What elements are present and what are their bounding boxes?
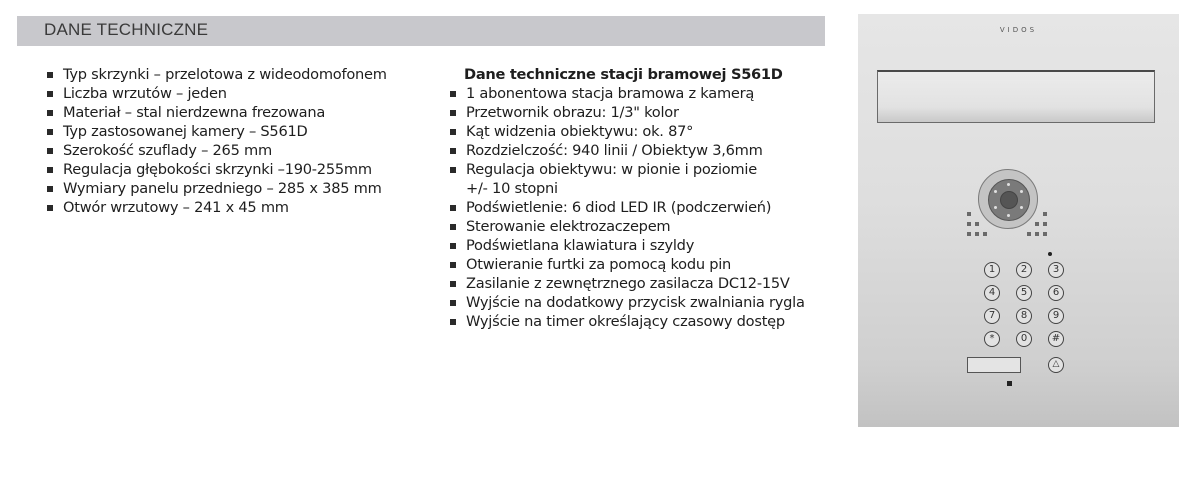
key-7: 7: [984, 308, 1000, 324]
list-item: Podświetlenie: 6 diod LED IR (podczerwień): [449, 198, 805, 217]
list-item: Typ zastosowanej kamery – S561D: [46, 122, 387, 141]
speaker-hole: [983, 232, 987, 236]
list-item: Szerokość szuflady – 265 mm: [46, 141, 387, 160]
ir-led: [994, 206, 997, 209]
microphone-icon: [1048, 252, 1052, 256]
key-9: 9: [1048, 308, 1064, 324]
list-item-continuation: +/- 10 stopni: [466, 180, 558, 197]
list-item: Kąt widzenia obiektywu: ok. 87°: [449, 122, 805, 141]
key-1: 1: [984, 262, 1000, 278]
key-hash: #: [1048, 331, 1064, 347]
speaker-hole: [1043, 232, 1047, 236]
key-4: 4: [984, 285, 1000, 301]
speaker-hole: [1043, 212, 1047, 216]
key-2: 2: [1016, 262, 1032, 278]
list-item: Materiał – stal nierdzewna frezowana: [46, 103, 387, 122]
ir-led: [1020, 206, 1023, 209]
section-title: DANE TECHNICZNE: [44, 20, 209, 39]
list-item: Typ skrzynki – przelotowa z wideodomofonem: [46, 65, 387, 84]
speaker-hole: [1027, 232, 1031, 236]
key-5: 5: [1016, 285, 1032, 301]
ir-led: [994, 190, 997, 193]
list-item: Regulacja obiektywu: w pionie i poziomie: [449, 160, 805, 179]
list-item: Regulacja głębokości skrzynki –190-255mm: [46, 160, 387, 179]
camera-lens: [988, 179, 1030, 221]
list-item: Otwieranie furtki za pomocą kodu pin: [449, 255, 805, 274]
list-item: Przetwornik obrazu: 1/3" kolor: [449, 103, 805, 122]
brand-logo: VIDOS: [999, 26, 1038, 34]
key-0: 0: [1016, 331, 1032, 347]
list-item: Otwór wrzutowy – 241 x 45 mm: [46, 198, 387, 217]
list-item: Rozdzielczość: 940 linii / Obiektyw 3,6mm: [449, 141, 805, 160]
key-3: 3: [1048, 262, 1064, 278]
speaker-hole: [1043, 222, 1047, 226]
ir-led: [1007, 183, 1010, 186]
section-header: [17, 16, 825, 46]
list-item: Podświetlana klawiatura i szyldy: [449, 236, 805, 255]
speaker-hole: [1035, 222, 1039, 226]
name-plate: [967, 357, 1021, 373]
list-item: Wyjście na timer określający czasowy dostęp: [449, 312, 805, 331]
list-item: Zasilanie z zewnętrznego zasilacza DC12-15V: [449, 274, 805, 293]
bell-icon: △: [1048, 357, 1064, 373]
speaker-hole: [975, 222, 979, 226]
right-spec-list: [449, 84, 805, 331]
key-star: *: [984, 331, 1000, 347]
speaker-hole: [967, 232, 971, 236]
sensor-dot: [1007, 381, 1012, 386]
ir-led: [1020, 190, 1023, 193]
camera-lens-center: [1000, 191, 1018, 209]
product-image-mailbox-panel: [858, 14, 1179, 427]
speaker-hole: [967, 222, 971, 226]
speaker-hole: [975, 232, 979, 236]
gate-station-title: Dane techniczne stacji bramowej S561D: [464, 66, 783, 83]
left-spec-list: [46, 65, 387, 217]
speaker-hole: [1035, 232, 1039, 236]
list-item: 1 abonentowa stacja bramowa z kamerą: [449, 84, 805, 103]
list-item: Liczba wrzutów – jeden: [46, 84, 387, 103]
mail-slot: [877, 70, 1155, 123]
ir-led: [1007, 214, 1010, 217]
speaker-hole: [967, 212, 971, 216]
key-6: 6: [1048, 285, 1064, 301]
list-item: Wymiary panelu przedniego – 285 x 385 mm: [46, 179, 387, 198]
key-8: 8: [1016, 308, 1032, 324]
camera-icon: [978, 169, 1038, 229]
list-item: Sterowanie elektrozaczepem: [449, 217, 805, 236]
list-item: Wyjście na dodatkowy przycisk zwalniania rygla: [449, 293, 805, 312]
